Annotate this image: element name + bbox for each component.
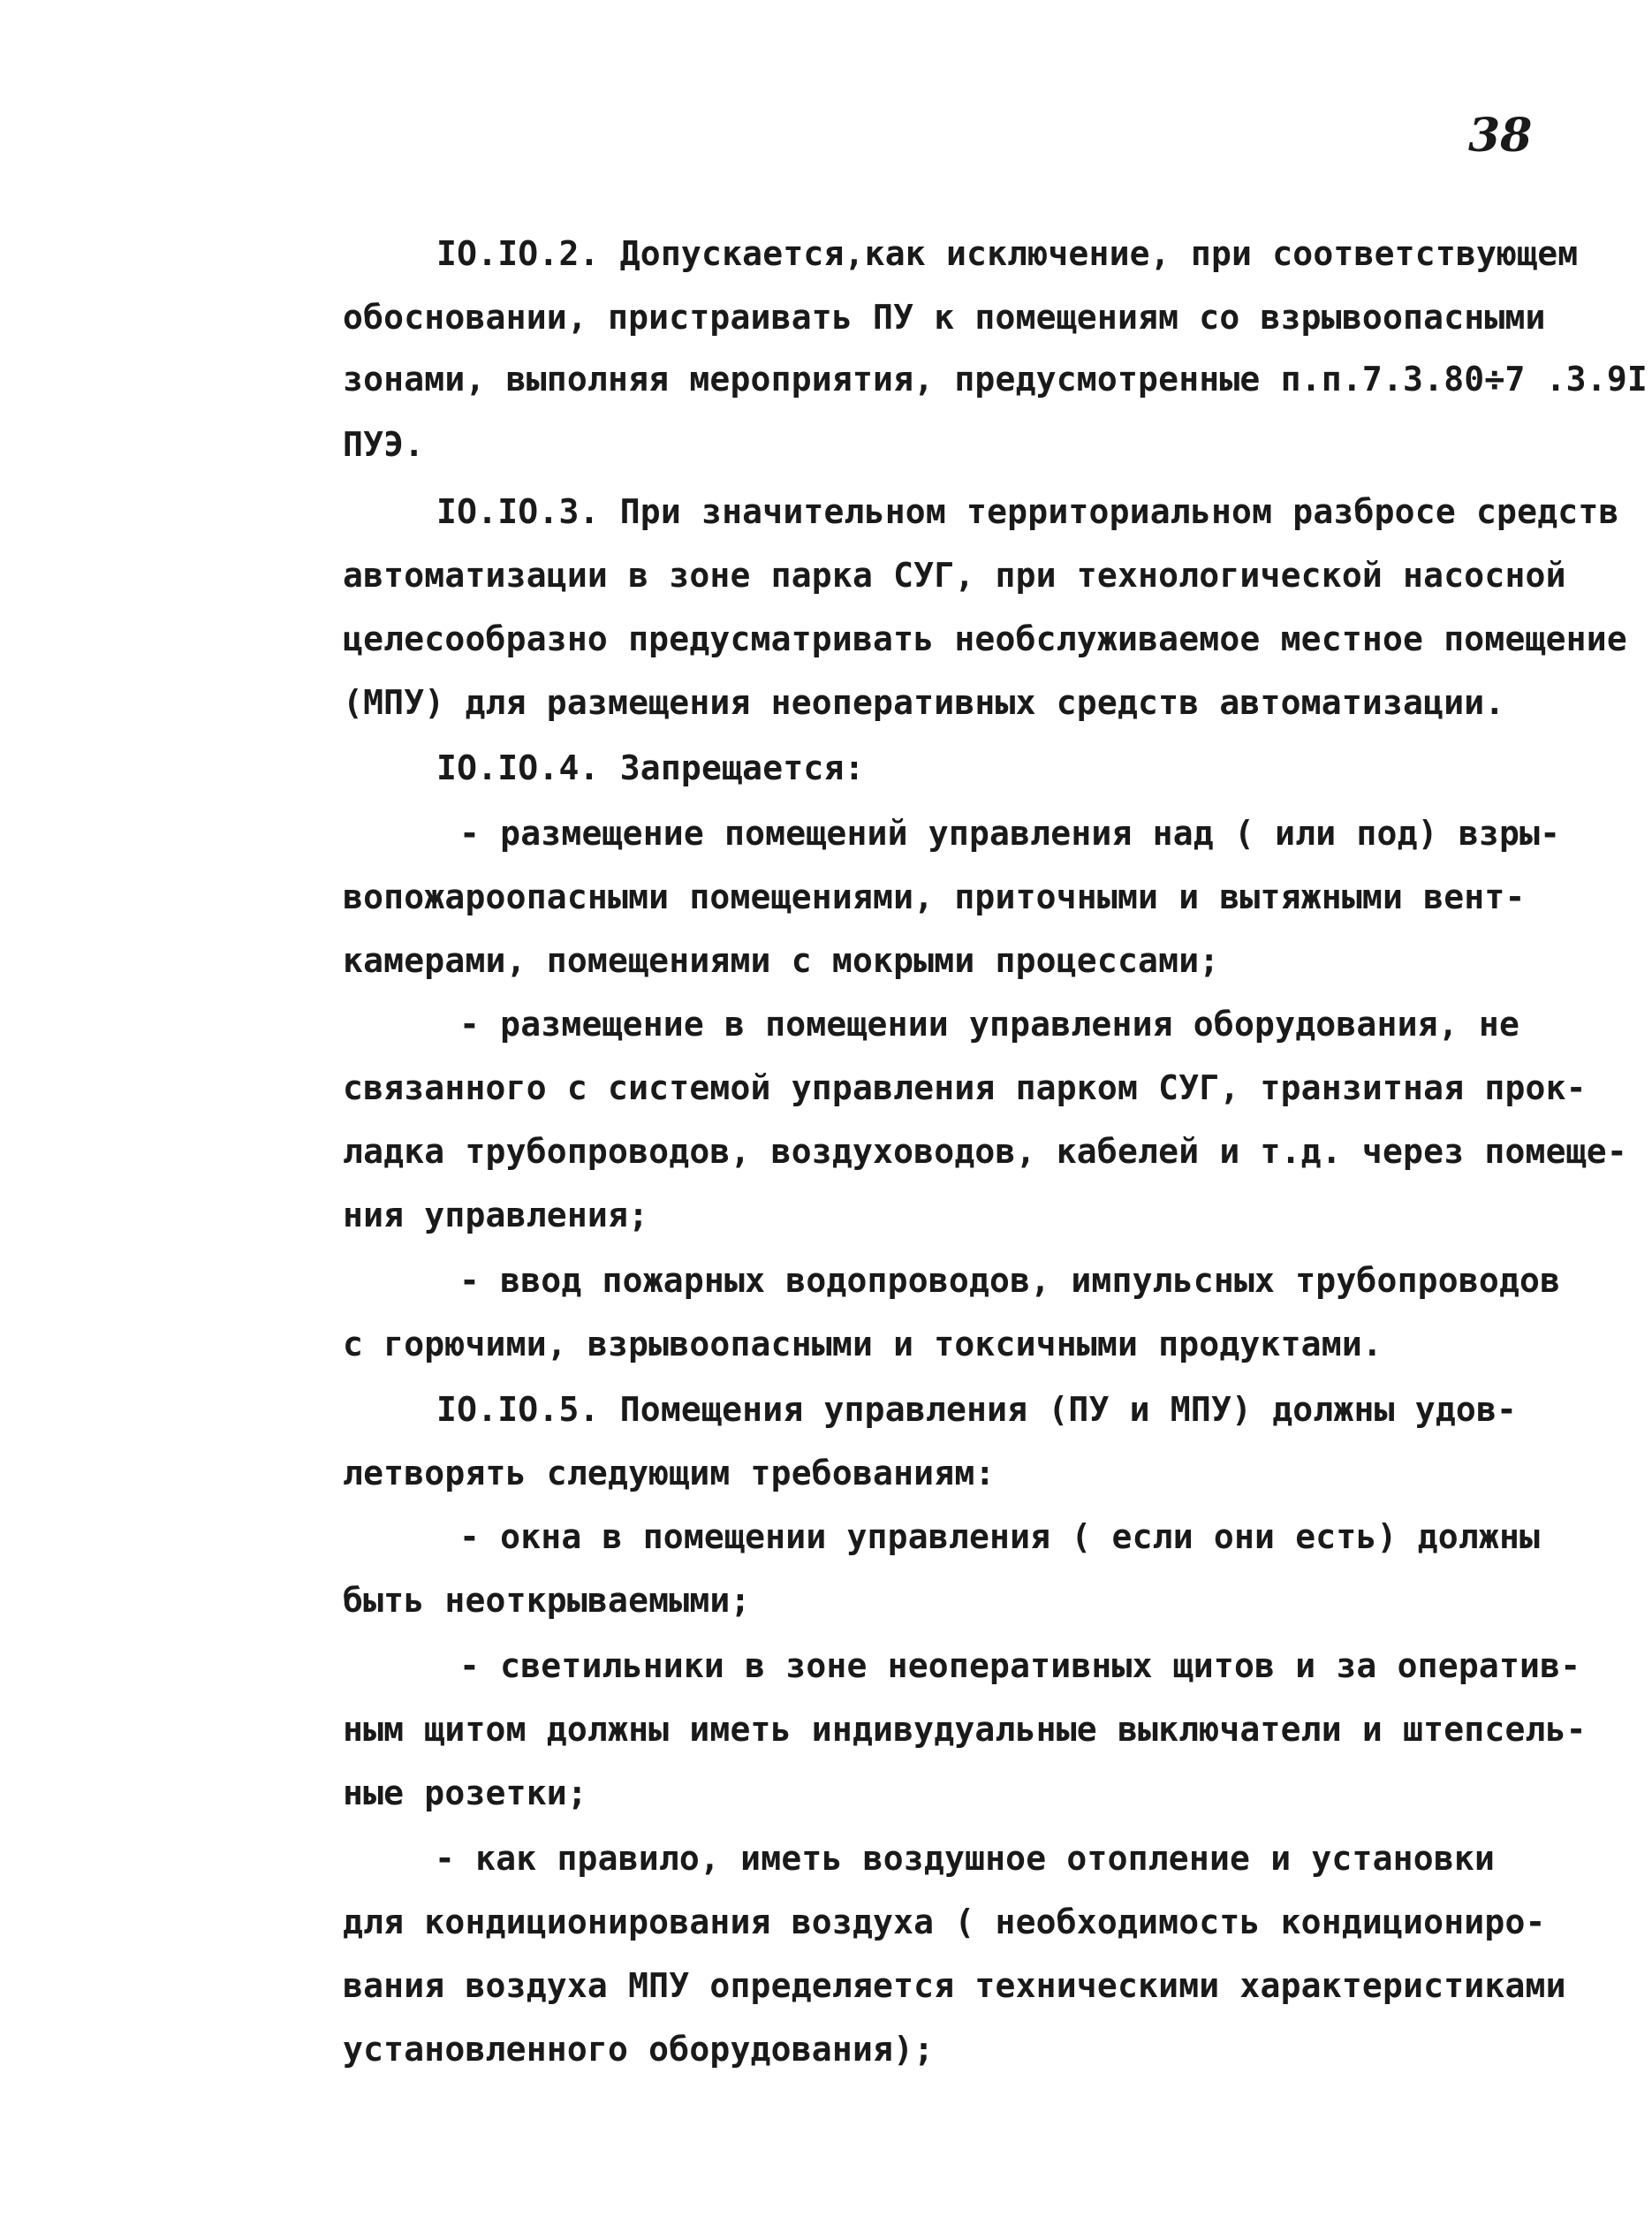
text-line: ПУЭ. [343, 425, 425, 464]
text-line: летворять следующим требованиям: [343, 1454, 996, 1492]
text-line: обосновании, пристраивать ПУ к помещениям со взрывоопасными [343, 298, 1546, 337]
text-line: автоматизации в зоне парка СУГ, при технологической насосной [343, 556, 1566, 595]
text-line: быть неоткрываемыми; [343, 1581, 751, 1620]
text-line: ладка трубопроводов, воздуховодов, кабелей и т.д. через помеще- [343, 1132, 1627, 1171]
text-line: камерами, помещениями с мокрыми процессами; [343, 941, 1220, 980]
text-line: связанного с системой управления парком СУГ, транзитная прок- [343, 1068, 1587, 1107]
text-line: - светильники в зоне неоперативных щитов и за оператив- [459, 1646, 1581, 1685]
text-line: целесообразно предусматривать необслуживаемое местное помещение [343, 619, 1627, 658]
text-line: ные розетки; [343, 1773, 587, 1812]
text-line: IO.IO.3. При значительном территориальном разбросе средств [436, 492, 1619, 531]
text-line: (МПУ) для размещения неоперативных средств автоматизации. [343, 683, 1505, 722]
text-line: с горючими, взрывоопасными и токсичными продуктами. [343, 1325, 1383, 1363]
text-line: - размещение в помещении управления оборудования, не [459, 1005, 1520, 1044]
text-line: - ввод пожарных водопроводов, импульсных трубопроводов [459, 1261, 1561, 1300]
text-line: для кондиционирования воздуха ( необходимость кондициониро- [343, 1903, 1546, 1941]
text-line: вания воздуха МПУ определяется техническими характеристиками [343, 1966, 1566, 2005]
text-line: ным щитом должны иметь индивудуальные выключатели и штепсель- [343, 1710, 1587, 1749]
text-line: установленного оборудования); [343, 2030, 935, 2069]
text-line: - как правило, иметь воздушное отопление и установки [435, 1839, 1496, 1878]
text-line: - окна в помещении управления ( если они есть) должны [459, 1517, 1541, 1556]
text-line: - размещение помещений управления над ( или под) взры- [459, 814, 1561, 853]
text-line: IO.IO.5. Помещения управления (ПУ и МПУ) должны удов- [436, 1390, 1518, 1429]
text-line: IO.IO.2. Допускается,как исключение, при соответствующем [436, 234, 1579, 273]
text-line: вопожароопасными помещениями, приточными и вытяжными вент- [343, 877, 1526, 916]
text-line: IO.IO.4. Запрещается: [436, 748, 865, 787]
text-line: зонами, выполняя мероприятия, предусмотренные п.п.7.3.80÷7 .3.9I [343, 360, 1648, 399]
page-number: 38 [1468, 109, 1533, 163]
text-line: ния управления; [343, 1196, 649, 1234]
